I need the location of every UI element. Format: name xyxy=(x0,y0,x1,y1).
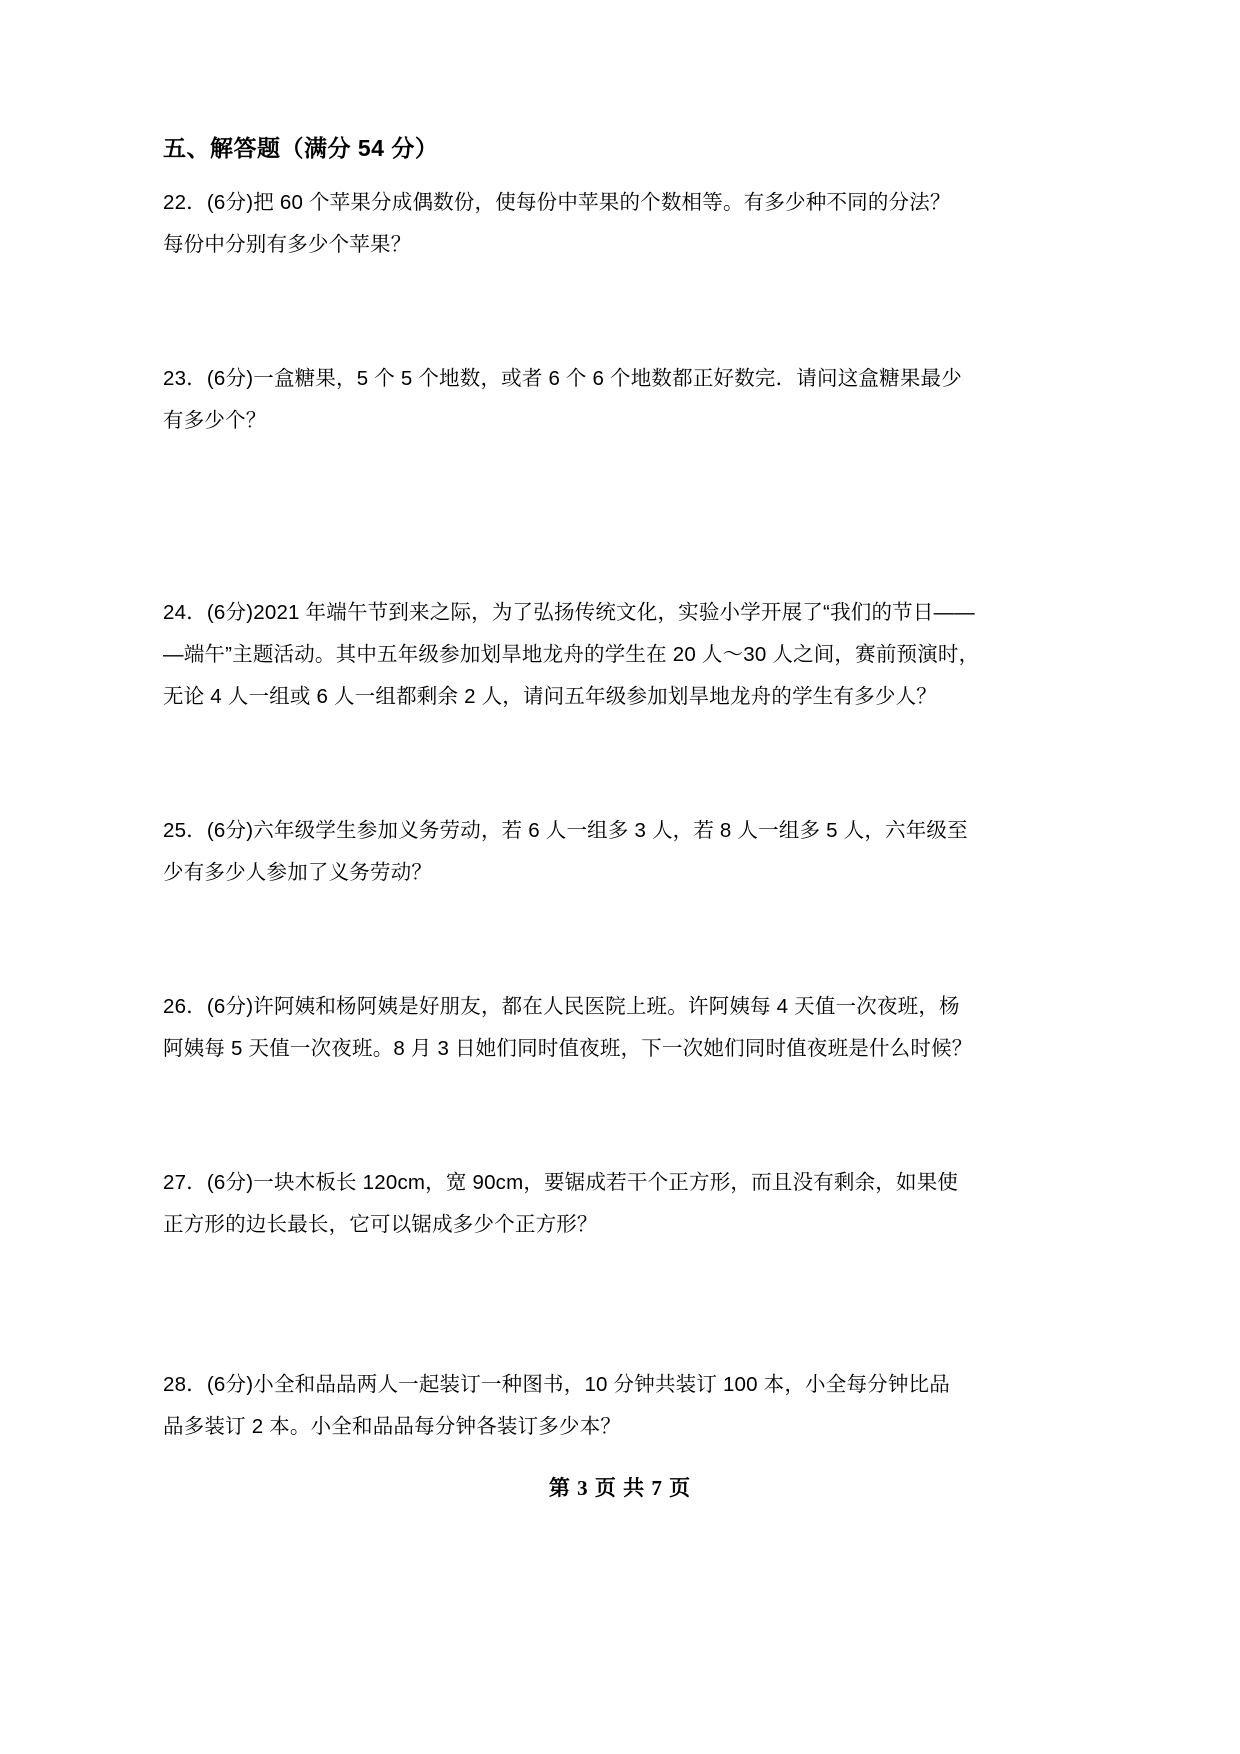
answer-space-22 xyxy=(163,266,963,358)
question-28 xyxy=(163,1364,963,1448)
question-23-line-2: 有多少个？ xyxy=(163,409,267,433)
question-26-line-1: 26．(6分)许阿姨和杨阿姨是好朋友，都在人民医院上班。许阿姨每 4 天值一次夜班，杨 xyxy=(163,995,960,1019)
question-26 xyxy=(163,986,973,1070)
question-22 xyxy=(163,182,963,266)
answer-space-26 xyxy=(163,1070,963,1162)
answer-space-27 xyxy=(163,1246,963,1364)
question-28-line-1: 28．(6分)小全和品品两人一起装订一种图书，10 分钟共装订 100 本，小全每分钟比品 xyxy=(163,1373,950,1397)
page-footer: 第 3 页 共 7 页 xyxy=(548,1476,692,1500)
question-27 xyxy=(163,1162,963,1246)
question-23 xyxy=(163,358,963,442)
question-26-line-2: 阿姨每 5 天值一次夜班。8 月 3 日她们同时值夜班，下一次她们同时值夜班是什么时候？ xyxy=(163,1037,973,1061)
question-24-line-2: —端午”主题活动。其中五年级参加划旱地龙舟的学生在 20 人～30 人之间，赛前预演时， xyxy=(163,643,980,667)
question-25-line-1: 25．(6分)六年级学生参加义务劳动，若 6 人一组多 3 人，若 8 人一组多 5 人，六年级至 xyxy=(163,819,968,843)
question-27-line-1: 27．(6分)一块木板长 120cm，宽 90cm，要锯成若干个正方形，而且没有剩余，如果使 xyxy=(163,1171,959,1195)
question-24-line-1: 24．(6分)2021 年端午节到来之际，为了弘扬传统文化，实验小学开展了“我们的节日—— xyxy=(163,601,975,625)
question-28-line-2: 品多装订 2 本。小全和品品每分钟各装订多少本？ xyxy=(163,1415,622,1439)
answer-space-23 xyxy=(163,442,963,592)
question-24 xyxy=(163,592,980,718)
answer-space-25 xyxy=(163,894,963,986)
question-25-line-2: 少有多少人参加了义务劳动？ xyxy=(163,861,433,885)
question-22-line-1: 22．(6分)把 60 个苹果分成偶数份，使每份中苹果的个数相等。有多少种不同的分法？ xyxy=(163,191,951,215)
question-23-line-1: 23．(6分)一盒糖果，5 个 5 个地数，或者 6 个 6 个地数都正好数完．请问这盒糖果最少 xyxy=(163,367,962,391)
question-27-line-2: 正方形的边长最长，它可以锯成多少个正方形？ xyxy=(163,1213,598,1237)
question-22-line-2: 每份中分别有多少个苹果？ xyxy=(163,233,412,257)
page-content xyxy=(163,132,980,1448)
question-25 xyxy=(163,810,968,894)
answer-space-24 xyxy=(163,718,963,810)
section-heading: 五、解答题（满分 54 分） xyxy=(163,135,439,161)
question-24-line-3: 无论 4 人一组或 6 人一组都剩余 2 人，请问五年级参加划旱地龙舟的学生有多少人？ xyxy=(163,685,937,709)
